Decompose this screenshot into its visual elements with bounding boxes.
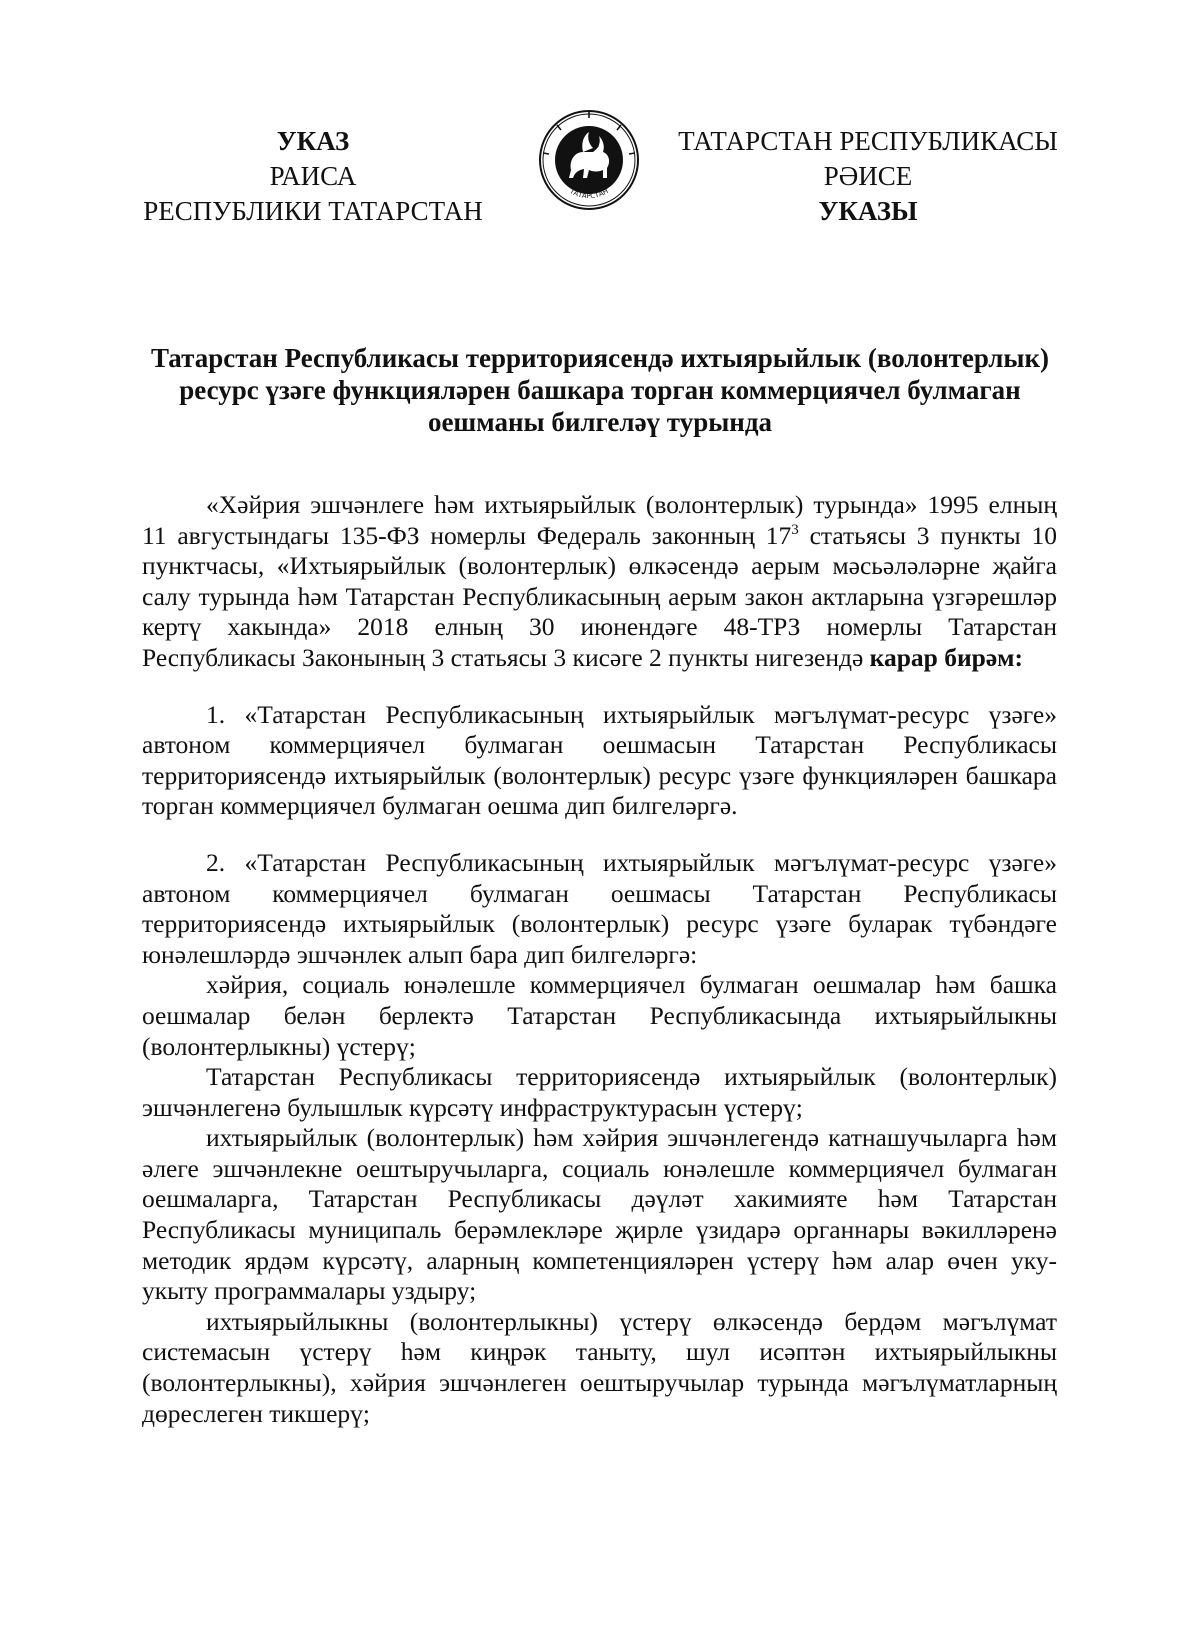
header-left-line2: РАИСА [269,161,357,191]
header-left-line1: УКАЗ [276,126,350,156]
title-line2: ресурс үзәге функцияләрен башкара торган коммерциячел булмаган [179,375,1021,405]
list-item-1: хәйрия, социаль юнәлешле коммерциячел булмаган оешмалар һәм башка оешмалар белән берлектә Татарстан Республикасында ихтыярыйлыкны (волонтерлыкны) үстерү; [142,970,1057,1061]
header-right-block [668,124,1068,229]
document-body [142,490,1057,1429]
title-line1: Татарстан Республикасы территориясендә ихтыярыйлык (волонтерлык) [150,343,1050,373]
preamble-paragraph [142,490,1057,674]
paragraph-2: 2. «Татарстан Республикасының ихтыярыйлык мәгълүмат-ресурс үзәге» автоном коммерциячел булмаган оешмасы Татарстан Республикасы территориясендә ихтыярыйлык (волонтерлык) ресурс үзәге буларак түбәндәге юнәлешләрдә эшчәнлек алып бара дип билгеләргә: [142,847,1057,969]
emblem-ring-text: ТАТАРСТАН [568,187,610,201]
decision-phrase: карар бирәм: [869,642,1024,672]
list-item-3: ихтыярыйлык (волонтерлык) һәм хәйрия эшчәнлегендә катнашучыларга һәм әлеге эшчәнлекне оештыручыларга, социаль юнәлешле коммерциячел булмаган оешмаларга, Татарстан Республикасы дәүләт хакимияте һәм Татарстан Республикасы муниципаль берәмлекләре җирле үзидарә органнары вәкилләренә методик ярдәм күрсәтү, аларның компетенцияләрен үстерү һәм алар өчен уку-укыту программалары уздыру; [142,1123,1057,1306]
paragraph-1: 1. «Татарстан Республикасының ихтыярыйлык мәгълүмат-ресурс үзәге» автоном коммерциячел булмаган оешмасын Татарстан Республикасы территориясендә ихтыярыйлык (волонтерлык) ресурс үзәге функцияләрен башкара торган коммерциячел булмаган оешма дип билгеләргә. [142,699,1057,821]
tatarstan-emblem-icon [537,108,641,212]
header-left-line3: РЕСПУБЛИКИ ТАТАРСТАН [143,196,483,226]
header-left-block [128,124,498,229]
header-right-line3: УКАЗЫ [818,196,918,226]
article-superscript: 3 [791,521,799,538]
title-line3: оешманы билгеләү турында [427,407,773,437]
header-right-line2: РӘИСЕ [823,161,913,191]
preamble-text-b: статьясы 3 пункты 10 пунктчасы, «Ихтыярыйлык (волонтерлык) өлкәсендә аерым мәсьәләләрне җайга салу турында һәм Татарстан Республикасының аерым закон актларына үзгәрешләр кертү хакында» 2018 елның 30 июнендәге 48-ТРЗ номерлы Татарстан Республикасы Законының 3 статьясы 3 кисәге 2 пункты нигезендә [142,520,1057,672]
preamble-text-a: «Хәйрия эшчәнлеге һәм ихтыярыйлык (волонтерлык) турында» 1995 елның 11 августындагы 135-ФЗ номерлы Федераль законның 17 [142,490,1057,550]
header-right-line1: ТАТАРСТАН РЕСПУБЛИКАСЫ [678,126,1058,156]
document-title [110,342,1090,438]
list-item-2: Татарстан Республикасы территориясендә ихтыярыйлык (волонтерлык) эшчәнлегенә булышлык күрсәтү инфраструктурасын үстерү; [142,1062,1057,1122]
list-item-4: ихтыярыйлыкны (волонтерлыкны) үстерү өлкәсендә бердәм мәгълүмат системасын үстерү һәм киңрәк таныту, шул исәптән ихтыярыйлыкны (волонтерлыкны), хәйрия эшчәнлеген оештыручылар турында мәгълүматларның дөреслеген тикшерү; [142,1306,1057,1428]
